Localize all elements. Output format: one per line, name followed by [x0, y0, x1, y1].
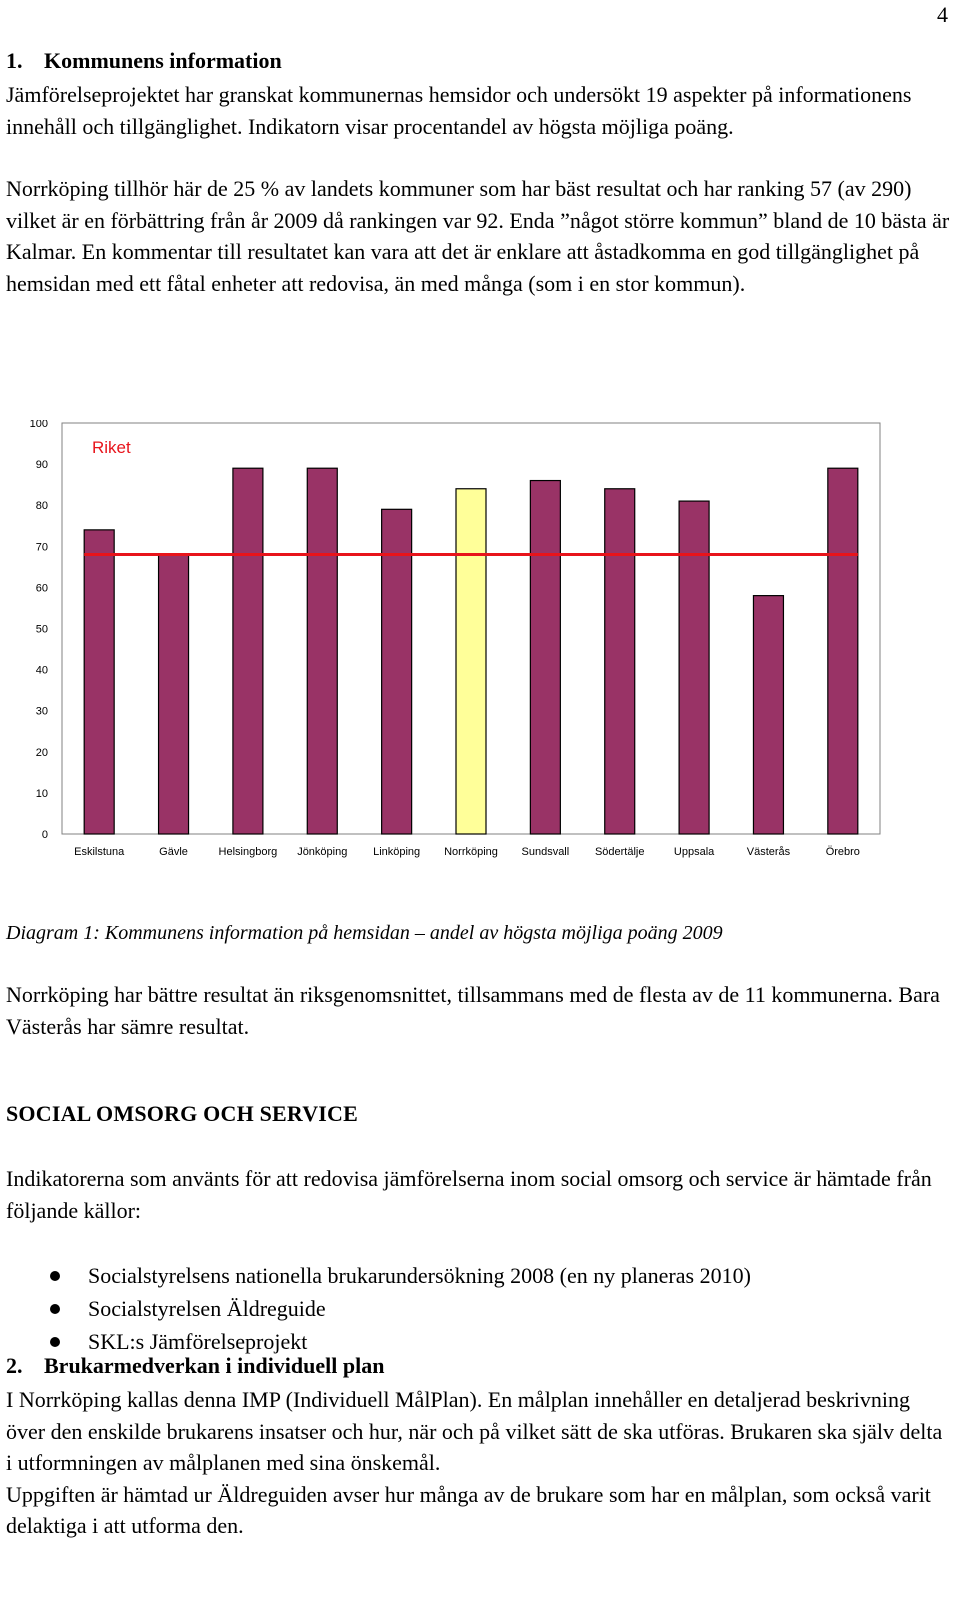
y-tick-label: 50: [35, 623, 48, 636]
section-1-title: Kommunens information: [44, 48, 282, 73]
bar: [456, 489, 486, 834]
x-tick-label: Jönköping: [297, 846, 348, 858]
section-1-heading: [6, 48, 282, 74]
y-tick-label: 0: [41, 829, 48, 841]
section-2-heading: [6, 1353, 384, 1379]
section-1-number: 1.: [6, 48, 23, 73]
source-list-item: [6, 1259, 751, 1292]
reference-line-label: Riket: [92, 438, 131, 457]
social-heading: SOCIAL OMSORG OCH SERVICE: [6, 1101, 359, 1126]
section-2-title: Brukarmedverkan i individuell plan: [44, 1353, 385, 1378]
x-tick-label: Södertälje: [594, 846, 645, 858]
page-number: 4: [937, 2, 948, 27]
section-2-body: [6, 1384, 951, 1542]
bar: [307, 468, 337, 834]
y-tick-label: 70: [35, 541, 48, 554]
section-2-paragraph-2: Uppgiften är hämtad ur Äldreguiden avser hur många av de brukare som har en målplan, som också varit delaktiga i att utforma den.: [6, 1481, 931, 1538]
x-tick-label: Gävle: [159, 846, 188, 858]
y-tick-label: 90: [35, 459, 48, 472]
x-tick-label: Västerås: [746, 846, 791, 858]
y-tick-label: 30: [35, 705, 48, 718]
x-tick-label: Örebro: [825, 846, 860, 858]
social-intro-text: Indikatorerna som använts för att redovisa jämförelserna inom social omsorg och service är hämtade från följande källor:: [6, 1166, 932, 1223]
source-label: SKL:s Jämförelseprojekt: [88, 1329, 308, 1354]
bullet-icon: [50, 1271, 60, 1281]
bar: [84, 530, 114, 834]
section-2-number: 2.: [6, 1353, 23, 1378]
section-1-body: [6, 79, 951, 299]
bar: [679, 501, 709, 834]
bar: [828, 468, 858, 834]
y-tick-label: 60: [35, 582, 48, 595]
x-tick-label: Uppsala: [673, 846, 715, 858]
bar: [382, 509, 412, 834]
section-1-paragraph-2: Norrköping tillhör här de 25 % av landets kommuner som har bäst resultat och har ranking 57 (av 290) vilket är en förbättring från år 2009 då rankingen var 92. Enda ”något större kommun” bland de 10 bästa är Kalmar. En kommentar till resultatet kan vara att det är enklare att åstadkomma en god tillgänglighet på hemsidan med ett fåtal enheter att redovisa, än med många (som i en stor kommun).: [6, 176, 950, 296]
bar: [233, 468, 263, 834]
x-tick-label: Norrköping: [444, 846, 498, 858]
bar-chart: [0, 420, 960, 870]
source-label: Socialstyrelsen Äldreguide: [88, 1296, 326, 1321]
chart-summary-text: Norrköping har bättre resultat än riksgenomsnittet, tillsammans med de flesta av de 11 kommunerna. Bara Västerås har sämre resultat.: [6, 982, 940, 1039]
chart-summary: [6, 979, 951, 1042]
social-intro: [6, 1163, 951, 1226]
source-list: [6, 1259, 751, 1358]
bar: [530, 481, 560, 834]
source-list-item: [6, 1292, 751, 1325]
bar: [159, 555, 189, 834]
y-tick-label: 80: [35, 500, 48, 513]
section-2-paragraph-1: I Norrköping kallas denna IMP (Individuell MålPlan). En målplan innehåller en detaljerad beskrivning över den enskilde brukarens insatser och hur, när och på vilket sätt de ska utföras. Brukaren ska själv delta i utformningen av målplanen med sina önskemål.: [6, 1387, 943, 1475]
bar: [605, 489, 635, 834]
y-tick-label: 10: [35, 787, 48, 800]
y-tick-label: 40: [35, 664, 48, 677]
chart-caption: Diagram 1: Kommunens information på hemsidan – andel av högsta möjliga poäng 2009: [6, 922, 723, 944]
source-label: Socialstyrelsens nationella brukarundersökning 2008 (en ny planeras 2010): [88, 1263, 751, 1288]
y-tick-label: 20: [35, 746, 48, 759]
bar: [753, 596, 783, 834]
bullet-icon: [50, 1304, 60, 1314]
x-tick-label: Eskilstuna: [74, 846, 125, 858]
bullet-icon: [50, 1337, 60, 1347]
x-tick-label: Sundsvall: [521, 846, 570, 858]
x-tick-label: Helsingborg: [218, 846, 278, 858]
x-tick-label: Linköping: [373, 846, 421, 858]
y-tick-label: 100: [29, 420, 48, 430]
section-1-paragraph-1: Jämförelseprojektet har granskat kommunernas hemsidor och undersökt 19 aspekter på informationens innehåll och tillgänglighet. Indikatorn visar procentandel av högsta möjliga poäng.: [6, 82, 912, 139]
